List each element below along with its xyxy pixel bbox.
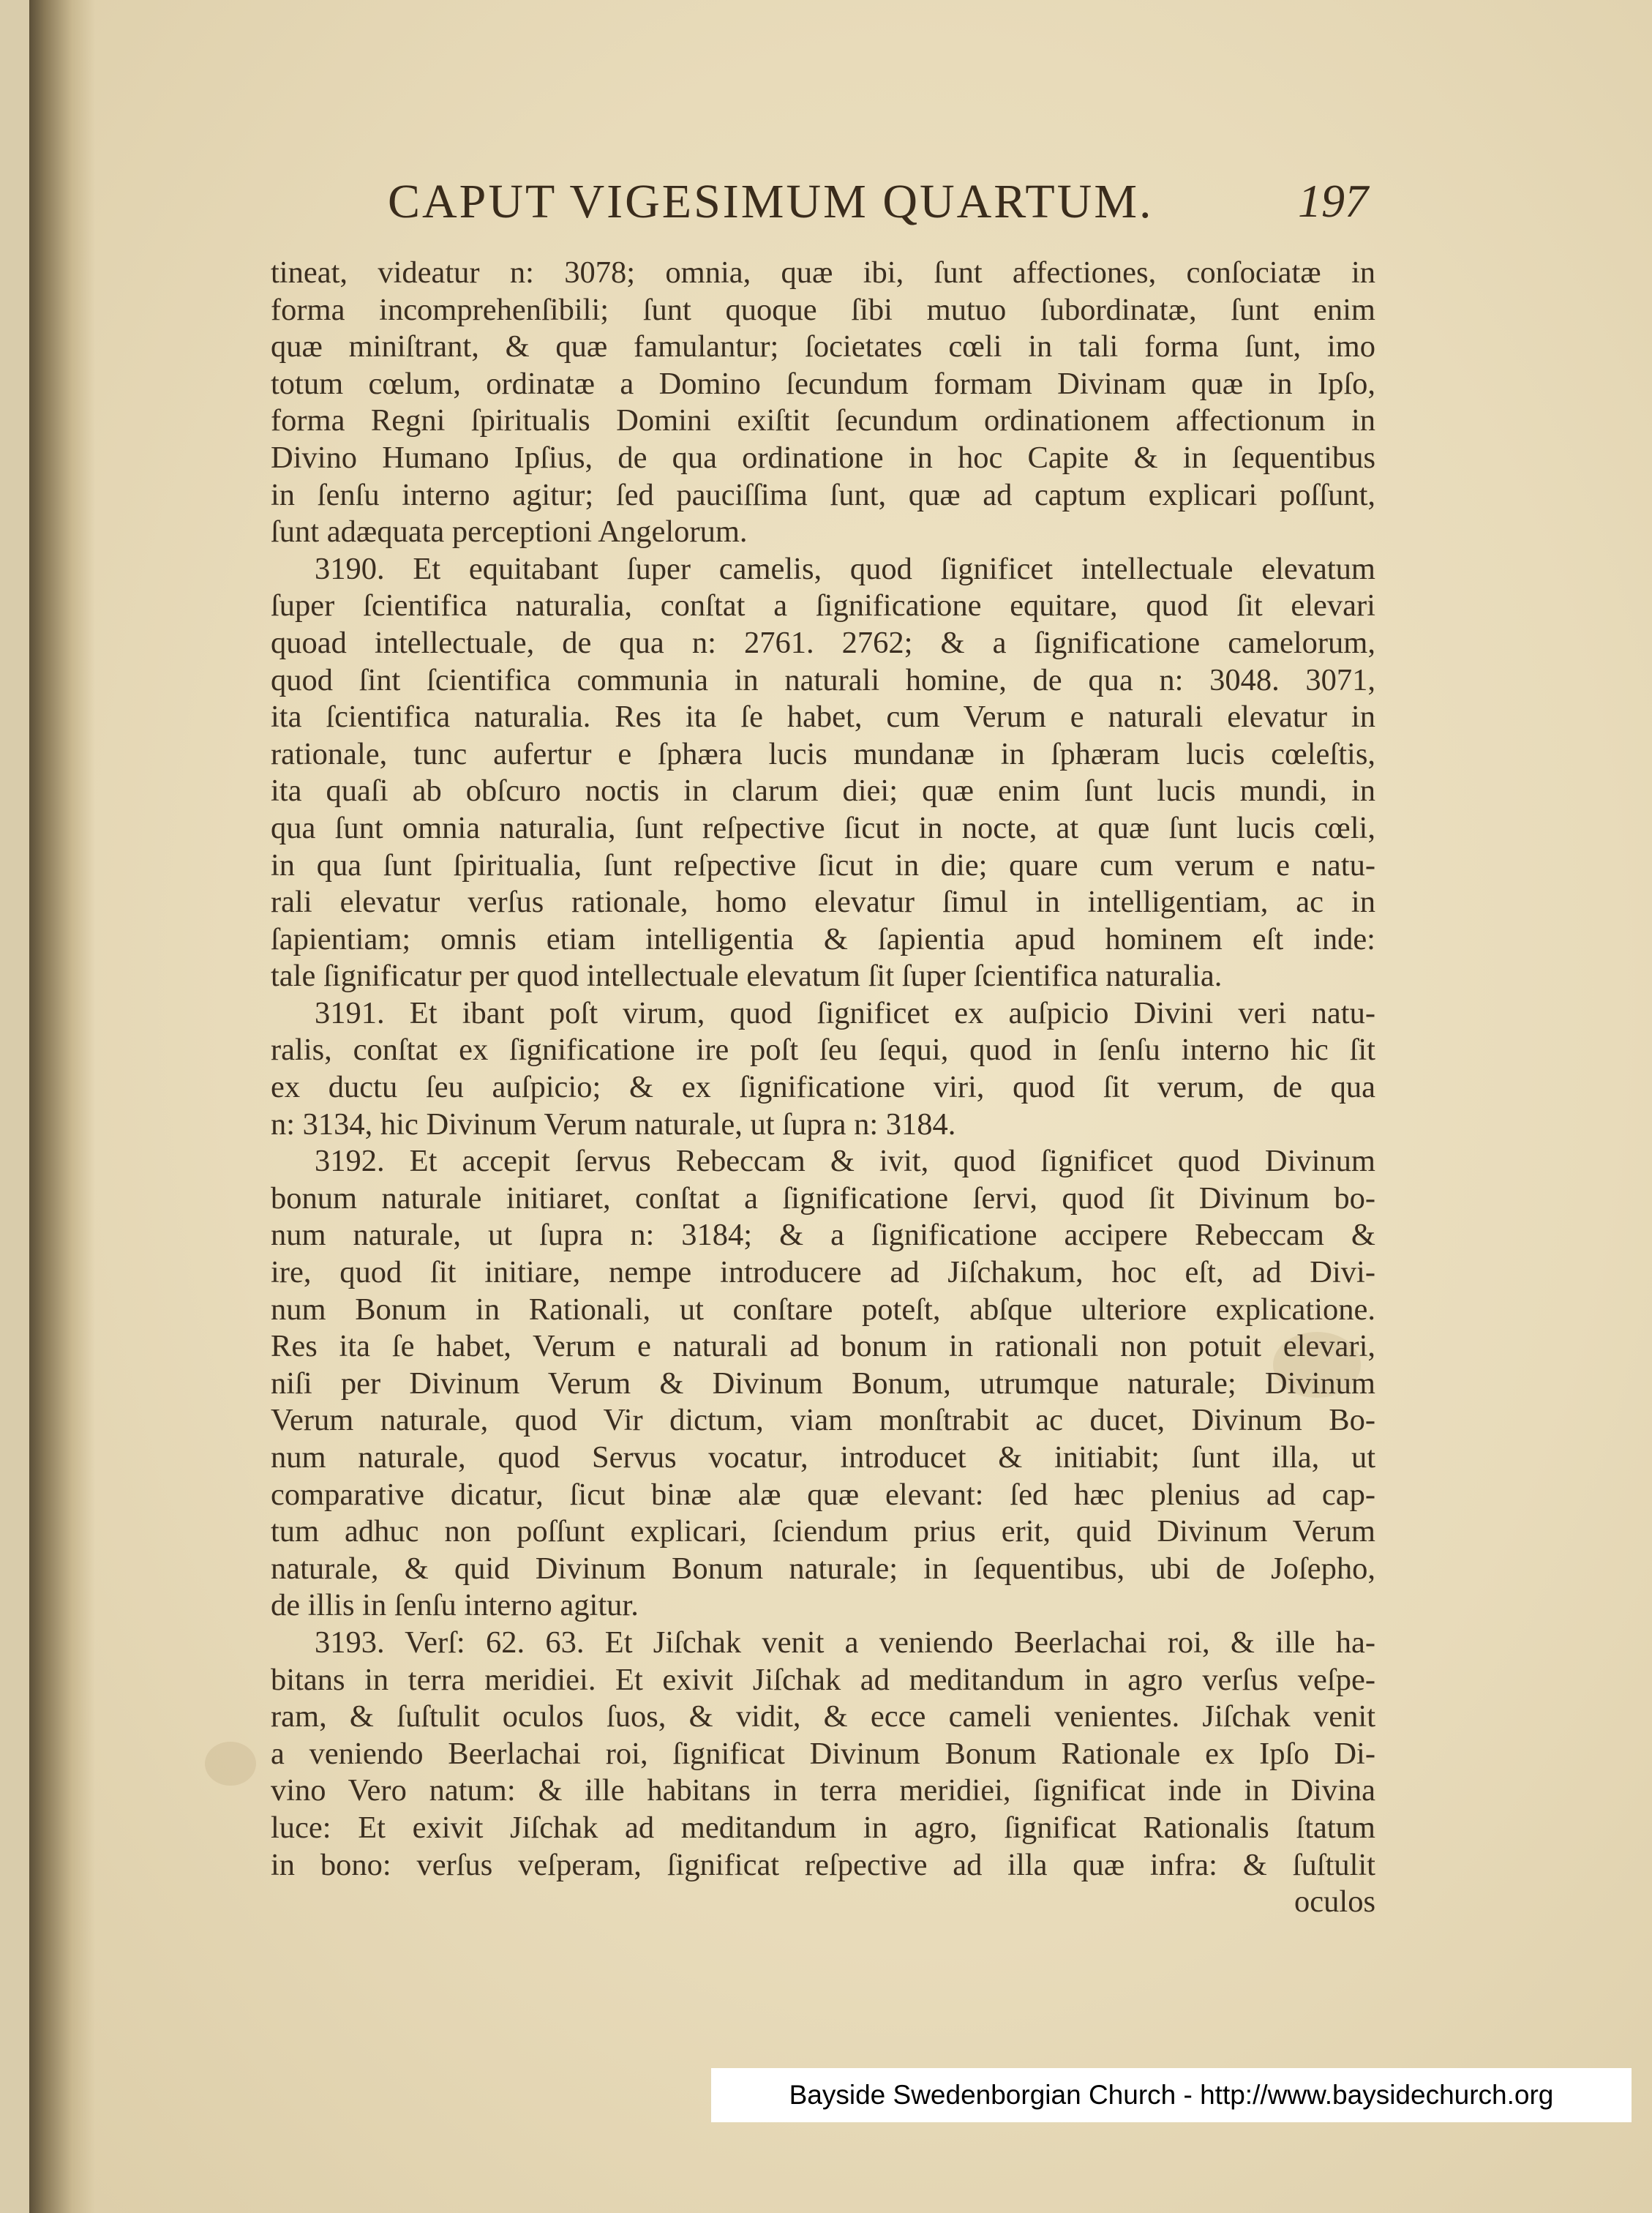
body-text xyxy=(271,255,1375,1921)
page-gutter-shadow xyxy=(29,0,95,2213)
text-line: num naturale, quod Servus vocatur, introducet & initiabit; ſunt illa, ut xyxy=(271,1440,1375,1475)
text-line: tineat, videatur n: 3078; omnia, quæ ibi, ſunt affectiones, conſociatæ in xyxy=(271,255,1375,290)
text-line: quæ miniſtrant, & quæ famulantur; ſocietates cœli in tali forma ſunt, imo xyxy=(271,329,1375,364)
text-line: Res ita ſe habet, Verum e naturali ad bonum in rationali non potuit elevari, xyxy=(271,1329,1375,1364)
text-line: quoad intellectuale, de qua n: 2761. 2762; & a ſignificatione camelorum, xyxy=(271,625,1375,660)
text-line: de illis in ſenſu interno agitur. xyxy=(271,1588,639,1623)
text-line: ita quaſi ab obſcuro noctis in clarum diei; quæ enim ſunt lucis mundi, in xyxy=(271,774,1375,809)
text-line: ſapientiam; omnis etiam intelligentia & ſapientia apud hominem eſt inde: xyxy=(271,921,1375,956)
text-line: tum adhuc non poſſunt explicari, ſciendum prius erit, quid Divinum Verum xyxy=(271,1514,1375,1549)
text-line: ex ductu ſeu auſpicio; & ex ſignificatione viri, quod ſit verum, de qua xyxy=(271,1070,1375,1105)
text-line: in bono: verſus veſperam, ſignificat reſpective ad illa quæ infra: & ſuſtulit xyxy=(271,1847,1375,1882)
page-number: 197 xyxy=(1298,175,1368,227)
catchword: oculos xyxy=(1294,1884,1375,1920)
text-line: ralis, conſtat ex ſignificatione ire poſt ſeu ſequi, quod in ſenſu interno hic ſit xyxy=(271,1033,1375,1068)
text-line: quod ſint ſcientifica communia in naturali homine, de qua n: 3048. 3071, xyxy=(271,662,1375,697)
text-line: ram, & ſuſtulit oculos ſuos, & vidit, & ecce cameli venientes. Jiſchak venit xyxy=(271,1699,1375,1734)
text-line: a veniendo Beerlachai roi, ſignificat Divinum Bonum Rationale ex Ipſo Di- xyxy=(271,1736,1375,1771)
paragraph-3191-line: 3191. Et ibant poſt virum, quod ſignificet ex auſpicio Divini veri natu- xyxy=(315,995,1375,1030)
text-line: Divino Humano Ipſius, de qua ordinatione in hoc Capite & in ſequentibus xyxy=(271,440,1375,475)
paragraph-3190-line: 3190. Et equitabant ſuper camelis, quod ſignificet intellectuale elevatum xyxy=(315,551,1375,586)
text-line: tale ſignificatur per quod intellectuale elevatum ſit ſuper ſcientifica naturalia. xyxy=(271,959,1223,994)
text-line: qua ſunt omnia naturalia, ſunt reſpective ſicut in nocte, at quæ ſunt lucis cœli, xyxy=(271,810,1375,845)
text-line: in qua ſunt ſpiritualia, ſunt reſpective ſicut in die; quare cum verum e natu- xyxy=(271,847,1375,883)
text-line: luce: Et exivit Jiſchak ad meditandum in agro, ſignificat Rationalis ſtatum xyxy=(271,1810,1375,1845)
text-line: num naturale, ut ſupra n: 3184; & a ſignificatione accipere Rebeccam & xyxy=(271,1218,1375,1253)
paper-stain xyxy=(205,1742,256,1786)
book-page xyxy=(29,0,1652,2213)
text-line: ſunt adæquata perceptioni Angelorum. xyxy=(271,514,748,550)
text-line: ſuper ſcientifica naturalia, conſtat a ſignificatione equitare, quod ſit elevari xyxy=(271,588,1375,624)
watermark-credit: Bayside Swedenborgian Church - http://www.baysidechurch.org xyxy=(711,2068,1632,2122)
text-line: in ſenſu interno agitur; ſed pauciſſima ſunt, quæ ad captum explicari poſſunt, xyxy=(271,477,1375,512)
text-line: forma incomprehenſibili; ſunt quoque ſibi mutuo ſubordinatæ, ſunt enim xyxy=(271,292,1375,327)
text-line: naturale, & quid Divinum Bonum naturale; in ſequentibus, ubi de Joſepho, xyxy=(271,1551,1375,1586)
text-line: niſi per Divinum Verum & Divinum Bonum, utrumque naturale; Divinum xyxy=(271,1366,1375,1401)
text-line: comparative dicatur, ſicut binæ alæ quæ elevant: ſed hæc plenius ad cap- xyxy=(271,1477,1375,1512)
text-line: rali elevatur verſus rationale, homo elevatur ſimul in intelligentiam, ac in xyxy=(271,885,1375,920)
text-line: Verum naturale, quod Vir dictum, viam monſtrabit ac ducet, Divinum Bo- xyxy=(271,1403,1375,1438)
text-line: ire, quod ſit initiare, nempe introducere ad Jiſchakum, hoc eſt, ad Divi- xyxy=(271,1255,1375,1290)
text-line: totum cœlum, ordinatæ a Domino ſecundum formam Divinam quæ in Ipſo, xyxy=(271,366,1375,401)
text-line: ita ſcientifica naturalia. Res ita ſe habet, cum Verum e naturali elevatur in xyxy=(271,700,1375,735)
paragraph-3192-line: 3192. Et accepit ſervus Rebeccam & ivit, quod ſignificet quod Divinum xyxy=(315,1144,1375,1179)
paragraph-3193-line: 3193. Verſ: 62. 63. Et Jiſchak venit a veniendo Beerlachai roi, & ille ha- xyxy=(315,1625,1375,1660)
running-title: CAPUT VIGESIMUM QUARTUM. xyxy=(388,175,1154,228)
text-line: rationale, tunc aufertur e ſphæra lucis mundanæ in ſphæram lucis cœleſtis, xyxy=(271,736,1375,771)
text-line: bonum naturale initiaret, conſtat a ſignificatione ſervi, quod ſit Divinum bo- xyxy=(271,1180,1375,1216)
text-line: n: 3134, hic Divinum Verum naturale, ut ſupra n: 3184. xyxy=(271,1106,956,1142)
text-line: vino Vero natum: & ille habitans in terra meridiei, ſignificat inde in Divina xyxy=(271,1773,1375,1808)
text-line: bitans in terra meridiei. Et exivit Jiſchak ad meditandum in agro verſus veſpe- xyxy=(271,1662,1375,1697)
page-header xyxy=(388,174,1368,240)
text-line: forma Regni ſpiritualis Domini exiſtit ſecundum ordinationem affectionum in xyxy=(271,403,1375,438)
text-line: num Bonum in Rationali, ut conſtare poteſt, abſque ulteriore explicatione. xyxy=(271,1292,1375,1327)
